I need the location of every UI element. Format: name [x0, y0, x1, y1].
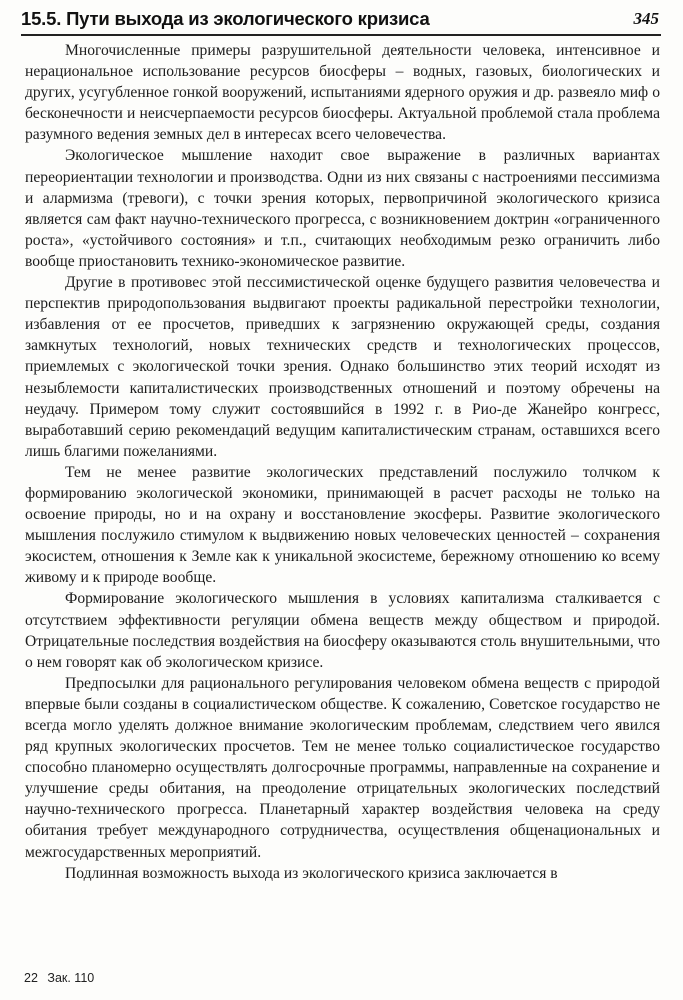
paragraph: Другие в противовес этой пессимистической оценке будущего развития человечества и перспектив природопользования выдвигают проекты радикальной перестройки технологии, избавления от ее просчетов, приведших к загрязнению окружающей среды, создания замкнутых технологий, новых технических средств и технологических процессов, приемлемых с экологической точки зрения. Однако большинство этих теорий исходят из незыблемости капиталистических производственных отношений и поэтому обречены на неудачу. Примером тому служит состоявшийся в 1992 г. в Рио-де Жанейро конгресс, выработавший серию рекомендаций ведущим капиталистическим странам, оставшихся всего лишь благими пожеланиями.: [25, 274, 660, 460]
header-rule: [21, 34, 661, 36]
printer-signature: [24, 971, 94, 985]
paragraph: Экологическое мышление находит свое выражение в различных вариантах переориентации технологии и производства. Одни из них связаны с настроениями пессимизма и алармизма (тревоги), с точки зрения которых, первопричиной экологического кризиса является сам факт научно-технического прогресса, с возникновением доктрин «ограниченного роста», «устойчивого состояния» и т.п., считающих необходимым резко ограничить либо вообще приостановить технико-экономическое развитие.: [25, 147, 660, 270]
paragraph: Предпосылки для рационального регулирования человеком обмена веществ с природой впервые были созданы в социалистическом обществе. К сожалению, Советское государство не всегда могло уделять должное внимание экологическим проблемам, следствием чего явился ряд крупных экологических просчетов. Тем не менее только социалистическое государство способно планомерно осуществлять долгосрочные программы, направленные на сохранение и улучшение среды обитания, на преодоление отрицательных экологических последствий научно-технического прогресса. Планетарный характер воздействия человека на среду обитания требует международного сотрудничества, осуществления общенациональных и межгосударственных мероприятий.: [25, 674, 660, 861]
section-title: 15.5. Пути выхода из экологического кризиса: [21, 8, 430, 29]
paragraph: Тем не менее развитие экологических представлений послужило толчком к формированию экологической экономики, принимающей в расчет расходы не только на освоение природы, но и на охрану и восстановление экосферы. Развитие экологического мышления послужило стимулом к выдвижению новых человеческих ценностей – сохранения экосистем, отношения к Земле как к уникальной экосистеме, бережному отношению ко всему живому и к природе вообще.: [25, 463, 660, 587]
page-number: 345: [633, 9, 659, 28]
signature-number: 22: [24, 971, 38, 985]
order-number: Зак. 110: [47, 971, 95, 985]
paragraph: Многочисленные примеры разрушительной деятельности человека, интенсивное и нерациональное использование ресурсов биосферы – водных, газовых, биологических и других, усугубленное гонкой вооружений, испытаниями ядерного оружия и др. развеяло миф о бесконечности и неисчерпаемости ресурсов биосферы. Актуальной проблемой стала проблема разумного ведения земных дел в интересах всего человечества.: [25, 42, 660, 144]
paragraph: Подлинная возможность выхода из экологического кризиса заключается в: [65, 864, 558, 882]
body-text: [25, 40, 660, 884]
running-header: [21, 8, 659, 34]
paragraph: Формирование экологического мышления в условиях капитализма сталкивается с отсутствием эффективности регуляции обмена веществ между обществом и природой. Отрицательные последствия воздействия на биосферу оказываются столь внушительными, что о нем говорят как об экологическом кризисе.: [25, 590, 660, 671]
